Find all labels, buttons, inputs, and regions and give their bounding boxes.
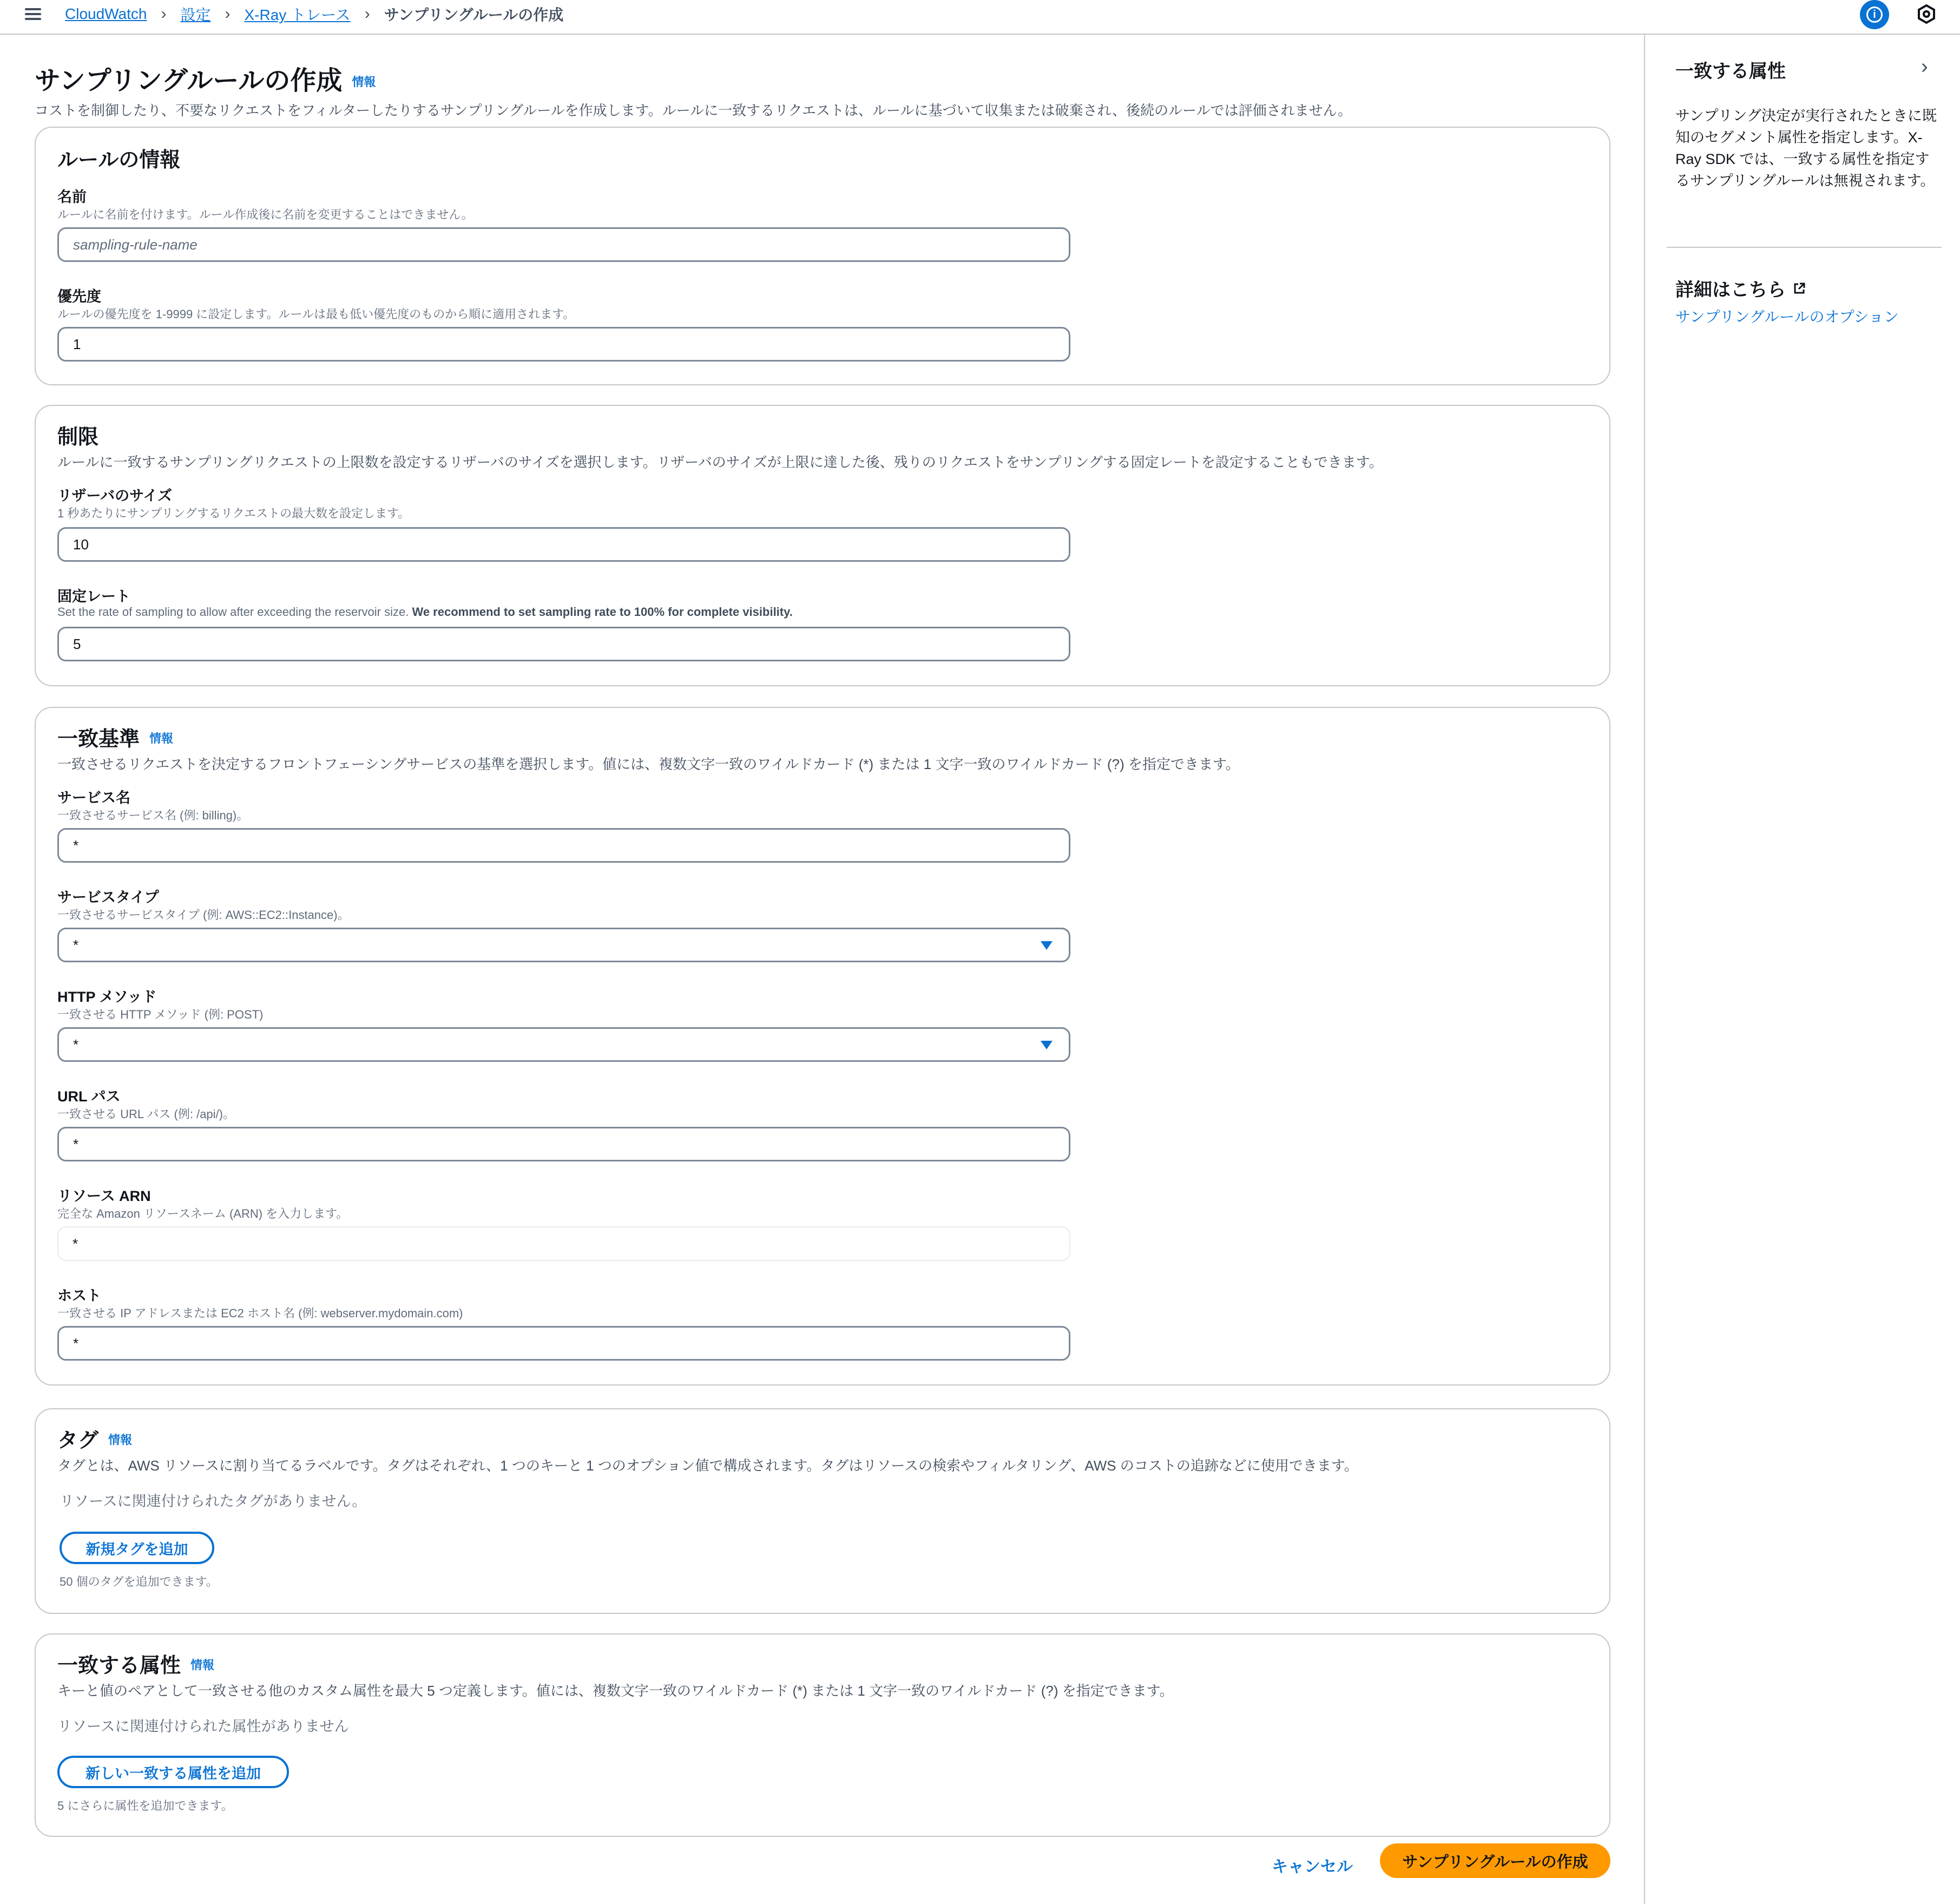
url-path-label: URL パス — [57, 1088, 121, 1105]
hamburger-menu-icon[interactable] — [25, 5, 41, 22]
tags-description: タグとは、AWS リソースに割り当てるラベルです。タグはそれぞれ、1 つのキーと 1 つのオプション値で構成されます。タグはリソースの検索やフィルタリング、AWS のコストの追跡などに使用できます。 — [57, 1457, 1358, 1474]
caret-down-icon — [1041, 941, 1053, 950]
limits-card — [35, 405, 1610, 686]
service-name-label: サービス名 — [57, 790, 130, 806]
resource-arn-input[interactable]: * — [57, 1226, 1070, 1261]
service-name-description: 一致させるサービス名 (例: billing)。 — [57, 809, 249, 822]
page-info-link[interactable]: 情報 — [352, 75, 376, 89]
reservoir-description: 1 秒あたりにサンプリングするリクエストの最大数を設定します。 — [57, 507, 410, 520]
attributes-empty-message: リソースに関連付けられた属性がありません — [57, 1718, 349, 1735]
rule-info-title: ルールの情報 — [57, 149, 181, 172]
breadcrumb-xray-traces[interactable]: X-Ray トレース — [244, 6, 351, 23]
host-input[interactable]: * — [57, 1326, 1070, 1361]
tags-card — [35, 1408, 1610, 1614]
fixed-rate-label: 固定レート — [57, 588, 130, 605]
page-title — [35, 60, 376, 97]
breadcrumb-settings[interactable]: 設定 — [180, 6, 211, 23]
service-type-description: 一致させるサービスタイプ (例: AWS::EC2::Instance)。 — [57, 908, 350, 922]
help-panel-body: サンプリング決定が実行されたときに既知のセグメント属性を指定します。X-Ray SDK では、一致する属性を指定するサンプリングルールは無視されます。 — [1675, 108, 1937, 189]
breadcrumb-current: サンプリングルールの作成 — [384, 6, 564, 23]
priority-description: ルールの優先度を 1-9999 に設定します。ルールは最も低い優先度のものから順に適用されます。 — [57, 307, 575, 321]
help-panel-title: 一致する属性 — [1675, 61, 1786, 82]
tags-title — [57, 1423, 132, 1453]
attributes-title — [57, 1649, 214, 1678]
create-sampling-rule-button[interactable]: サンプリングルールの作成 — [1380, 1843, 1610, 1878]
sampling-rule-options-link[interactable]: サンプリングルールのオプション — [1675, 308, 1899, 325]
url-path-input[interactable]: * — [57, 1127, 1070, 1161]
reservoir-label: リザーバのサイズ — [57, 488, 172, 504]
add-tag-button[interactable]: 新規タグを追加 — [60, 1532, 214, 1564]
host-description: 一致させる IP アドレスまたは EC2 ホスト名 (例: webserver.mydomain.com) — [57, 1306, 463, 1320]
fixed-rate-desc-text: Set the rate of sampling to allow after exceeding the reservoir size. — [57, 605, 412, 619]
resource-arn-description: 完全な Amazon リソースネーム (ARN) を入力します。 — [57, 1207, 348, 1220]
fixed-rate-description — [57, 605, 793, 619]
attributes-description: キーと値のペアとして一致させる他のカスタム属性を最大 5 つ定義します。値には、複数文字一致のワイルドカード (*) または 1 文字一致のワイルドカード (?) を指定できます。 — [57, 1683, 1174, 1699]
help-panel — [1644, 35, 1960, 1904]
help-panel-divider — [1667, 247, 1942, 248]
url-path-description: 一致させる URL パス (例: /api/)。 — [57, 1107, 235, 1121]
top-navigation-bar — [0, 0, 1960, 35]
learn-more-heading — [1675, 275, 1805, 301]
priority-label: 優先度 — [57, 288, 101, 305]
criteria-title — [57, 722, 173, 752]
criteria-description: 一致させるリクエストを決定するフロントフェーシングサービスの基準を選択します。値には、複数文字一致のワイルドカード (*) または 1 文字一致のワイルドカード (?) を指定できます。 — [57, 756, 1240, 772]
learn-more-text: 詳細はこちら — [1675, 280, 1786, 300]
tags-empty-message: リソースに関連付けられたタグがありません。 — [60, 1493, 367, 1509]
rule-name-input[interactable]: sampling-rule-name — [57, 227, 1070, 262]
attributes-info-link[interactable]: 情報 — [190, 1658, 215, 1672]
http-method-select[interactable] — [57, 1027, 1070, 1062]
external-link-icon — [1793, 283, 1805, 294]
criteria-info-link[interactable]: 情報 — [149, 732, 174, 745]
fixed-rate-input[interactable]: 5 — [57, 627, 1070, 661]
chevron-right-icon: › — [364, 5, 370, 23]
http-method-label: HTTP メソッド — [57, 989, 157, 1005]
service-type-label: サービスタイプ — [57, 889, 159, 905]
service-type-value: * — [73, 936, 79, 953]
tags-limit-note: 50 個のタグを追加できます。 — [60, 1575, 218, 1588]
rule-info-card — [35, 127, 1610, 385]
limits-description: ルールに一致するサンプリングリクエストの上限数を設定するリザーバのサイズを選択します。リザーバのサイズが上限に達した後、残りのリクエストをサンプリングする固定レートを設定することもできます。 — [57, 454, 1383, 470]
add-attribute-button[interactable]: 新しい一致する属性を追加 — [57, 1756, 289, 1788]
http-method-value: * — [73, 1036, 79, 1053]
fixed-rate-desc-bold: We recommend to set sampling rate to 100% for complete visibility. — [412, 605, 793, 619]
attributes-limit-note: 5 にさらに属性を追加できます。 — [57, 1799, 233, 1813]
service-type-select[interactable] — [57, 928, 1070, 962]
criteria-title-text: 一致基準 — [57, 728, 140, 751]
priority-input[interactable]: 1 — [57, 327, 1070, 362]
limits-title: 制限 — [57, 426, 99, 449]
http-method-description: 一致させる HTTP メソッド (例: POST) — [57, 1008, 264, 1021]
reservoir-size-input[interactable]: 10 — [57, 527, 1070, 562]
name-description: ルールに名前を付けます。ルール作成後に名前を変更することはできません。 — [57, 208, 473, 221]
resource-arn-label: リソース ARN — [57, 1188, 151, 1204]
matching-attributes-card — [35, 1633, 1610, 1837]
info-circle-icon[interactable]: i — [1860, 0, 1889, 29]
breadcrumb — [65, 3, 563, 25]
chevron-right-icon[interactable]: › — [1921, 55, 1928, 78]
tags-info-link[interactable]: 情報 — [108, 1433, 133, 1447]
matching-criteria-card — [35, 707, 1610, 1386]
tags-title-text: タグ — [57, 1429, 99, 1452]
breadcrumb-cloudwatch[interactable]: CloudWatch — [65, 5, 147, 22]
hexagon-settings-icon[interactable] — [1916, 3, 1937, 25]
name-label: 名前 — [57, 189, 87, 205]
attributes-title-text: 一致する属性 — [57, 1654, 181, 1677]
host-label: ホスト — [57, 1288, 101, 1304]
chevron-right-icon: › — [225, 5, 231, 23]
chevron-right-icon: › — [161, 5, 167, 23]
page-description: コストを制御したり、不要なリクエストをフィルターしたりするサンプリングルールを作成します。ルールに一致するリクエストは、ルールに基づいて収集または破棄され、後続のルールでは評価されません。 — [35, 102, 1352, 119]
service-name-input[interactable]: * — [57, 828, 1070, 863]
cancel-button[interactable]: キャンセル — [1272, 1858, 1353, 1876]
page-title-text: サンプリングルールの作成 — [35, 67, 343, 95]
caret-down-icon — [1041, 1041, 1053, 1049]
